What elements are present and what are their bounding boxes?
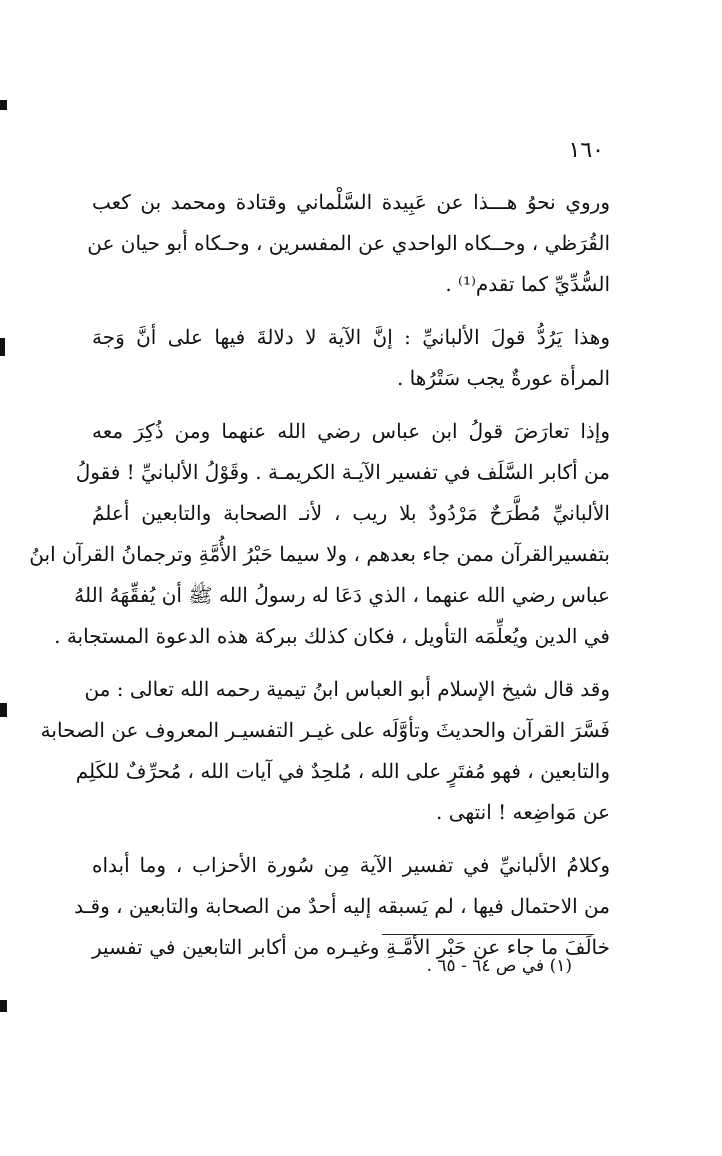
text-line: المرأة عورةٌ يجب سَتْرُها . bbox=[396, 366, 610, 390]
text-line: والتابعين ، فهو مُفتَرٍ على الله ، مُلحِدٌ في آيات الله ، مُحرِّفٌ للكَلِم bbox=[75, 759, 610, 783]
scan-margin-mark bbox=[0, 703, 7, 717]
text-line: وإذا تعارَضَ قولُ ابن عباس رضي الله عنهما ومن ذُكِرَ معه bbox=[92, 419, 610, 443]
text-line: من الاحتمال فيها ، لم يَسبقه إليه أحدٌ من الصحابة والتابعين ، وقـد bbox=[74, 894, 610, 918]
text-line: عباس رضي الله عنهما ، الذي دَعَا له رسولُ الله ﷺ أن يُفقِّهَهُ اللهُ bbox=[74, 583, 610, 607]
text-line: السُّدِّيِّ كما تقدم⁽¹⁾ . bbox=[445, 272, 610, 296]
footnote: (١) في ص ٦٤ - ٦٥ . bbox=[426, 956, 572, 976]
text-line: بتفسيرالقرآن ممن جاء بعدهم ، ولا سيما حَبْرُ الأُمَّةِ وترجمانُ القرآن ابنُ bbox=[29, 542, 610, 566]
text-line: وروي نحوُ هـــذا عن عَبِيدة السَّلْماني وقتادة ومحمد بن كعب bbox=[92, 190, 610, 214]
text-line: الألبانيِّ مُطَّرَحٌ مَرْدُودٌ بلا ريب ، لأنـ الصحابة والتابعين أعلمُ bbox=[92, 501, 610, 525]
body-text bbox=[29, 182, 610, 968]
scan-margin-mark bbox=[0, 1000, 7, 1012]
scan-margin-mark bbox=[0, 338, 5, 356]
text-line: وهذا يَرُدُّ قولَ الألبانيِّ : إنَّ الآية لا دلالةَ فيها على أنَّ وَجهَ bbox=[92, 325, 610, 349]
page-number: ١٦٠ bbox=[568, 138, 604, 163]
text-line: وكلامُ الألبانيِّ في تفسير الآية مِن سُورة الأحزاب ، وما أبداه bbox=[92, 853, 610, 877]
footnote-divider bbox=[382, 934, 594, 935]
scan-margin-mark bbox=[0, 100, 7, 110]
text-line: خالَفَ ما جاء عن حَبْر الأمَّـةِ وغيـره من أكابر التابعين في تفسير bbox=[92, 935, 610, 959]
text-line: وقد قال شيخ الإسلام أبو العباس ابنُ تيمية رحمه الله تعالى : من bbox=[84, 677, 610, 701]
text-line: عن مَواضِعه ! انتهى . bbox=[436, 800, 610, 824]
text-line: القُرَظي ، وحــكاه الواحدي عن المفسرين ، وحـكاه أبو حيان عن bbox=[87, 231, 610, 255]
text-line: فَسَّرَ القرآن والحديثَ وتأوَّلَه على غيـر التفسيـر المعروف عن الصحابة bbox=[40, 718, 610, 742]
text-line: في الدين ويُعلِّمَه التأويل ، فكان كذلك ببركة هذه الدعوة المستجابة . bbox=[54, 624, 610, 648]
text-line: من أكابر السَّلَف في تفسير الآيـة الكريمـة . وقَوْلُ الألبانيِّ ! فقولُ bbox=[75, 460, 610, 484]
